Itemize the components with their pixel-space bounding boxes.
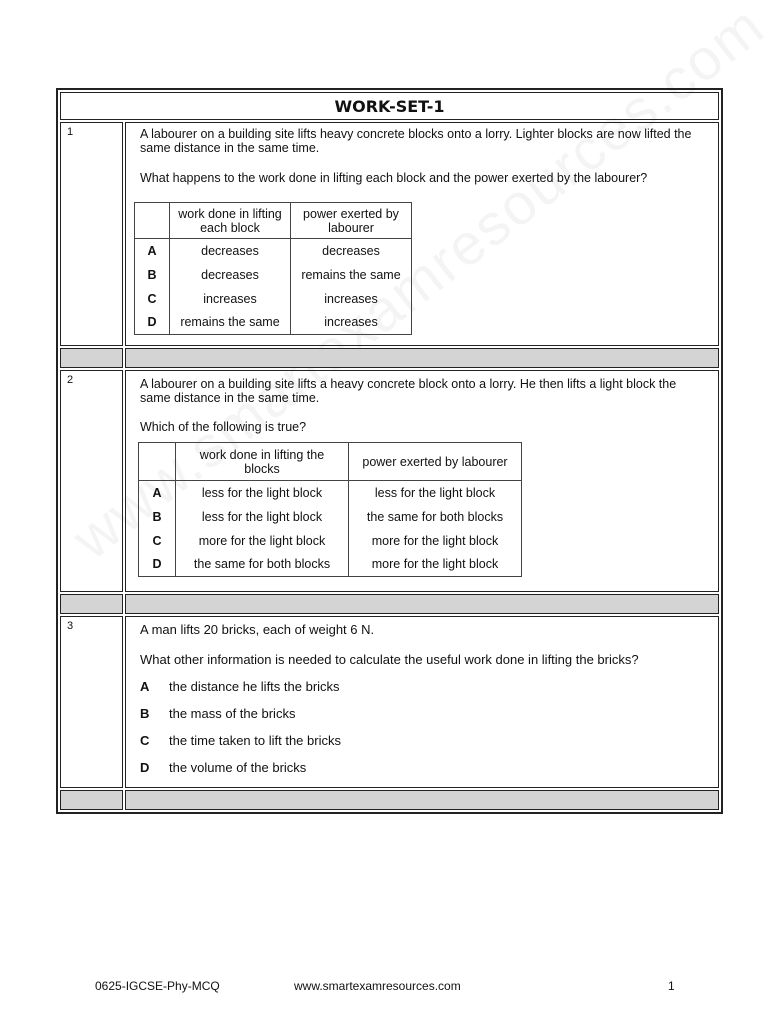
- table-cell: remains the same: [291, 263, 412, 287]
- option: [140, 679, 706, 694]
- question-3: [60, 616, 719, 788]
- option-text: the time taken to lift the bricks: [169, 733, 341, 748]
- separator-cell: [125, 594, 719, 614]
- question-text: A man lifts 20 bricks, each of weight 6 N.: [140, 622, 375, 637]
- column-header: power exerted by labourer: [349, 443, 522, 481]
- table-cell: more for the light block: [349, 529, 522, 553]
- column-header: work done in lifting each block: [170, 203, 291, 239]
- footer-code: 0625-IGCSE-Phy-MCQ: [95, 979, 220, 993]
- table-cell: the same for both blocks: [176, 553, 349, 577]
- option-letter: A: [139, 481, 176, 505]
- table-row: [139, 553, 522, 577]
- question-2: [60, 370, 719, 592]
- table-corner: [135, 203, 170, 239]
- table-cell: the same for both blocks: [349, 505, 522, 529]
- option-letter: A: [140, 679, 150, 694]
- separator-cell: [125, 790, 719, 810]
- column-header: work done in lifting the blocks: [176, 443, 349, 481]
- option-letter: D: [140, 760, 150, 775]
- option-text: the distance he lifts the bricks: [169, 679, 340, 694]
- question-number: 1: [60, 122, 123, 346]
- separator-cell: [60, 790, 123, 810]
- question-content: [125, 122, 719, 346]
- option-text: the mass of the bricks: [169, 706, 296, 721]
- option-letter: D: [139, 553, 176, 577]
- footer-website[interactable]: www.smartexamresources.com: [294, 979, 461, 993]
- question-number: 3: [60, 616, 123, 788]
- separator-row: [60, 594, 719, 614]
- table-cell: less for the light block: [176, 481, 349, 505]
- question-prompt: Which of the following is true?: [140, 420, 307, 434]
- table-row: [139, 481, 522, 505]
- separator-cell: [60, 594, 123, 614]
- option-letter: B: [135, 263, 170, 287]
- table-cell: less for the light block: [349, 481, 522, 505]
- option: [140, 706, 706, 721]
- table-corner: [139, 443, 176, 481]
- option-letter: C: [139, 529, 176, 553]
- table-cell: increases: [291, 311, 412, 335]
- table-cell: decreases: [170, 239, 291, 263]
- table-row: [135, 287, 412, 311]
- page-number: 1: [668, 979, 675, 993]
- question-1: [60, 122, 719, 346]
- table-cell: increases: [170, 287, 291, 311]
- separator-row: [60, 348, 719, 368]
- table-row: [135, 239, 412, 263]
- title-row: [60, 92, 719, 120]
- page-title: WORK-SET-1: [334, 96, 445, 116]
- option: [140, 733, 706, 748]
- option: [140, 760, 706, 775]
- separator-cell: [125, 348, 719, 368]
- options-table: [134, 202, 412, 335]
- column-header: power exerted by labourer: [291, 203, 412, 239]
- table-cell: decreases: [291, 239, 412, 263]
- options-table: [138, 442, 522, 577]
- table-cell: increases: [291, 287, 412, 311]
- table-row: [139, 529, 522, 553]
- table-row: [135, 263, 412, 287]
- question-content: [125, 616, 719, 788]
- table-cell: more for the light block: [176, 529, 349, 553]
- table-cell: decreases: [170, 263, 291, 287]
- question-content: [125, 370, 719, 592]
- table-cell: more for the light block: [349, 553, 522, 577]
- option-letter: C: [135, 287, 170, 311]
- option-letter: D: [135, 311, 170, 335]
- table-cell: remains the same: [170, 311, 291, 335]
- separator-row: [60, 790, 719, 810]
- option-letter: A: [135, 239, 170, 263]
- table-cell: less for the light block: [176, 505, 349, 529]
- question-prompt: What other information is needed to calculate the useful work done in lifting the bricks?: [140, 652, 639, 667]
- option-text: the volume of the bricks: [169, 760, 307, 775]
- separator-cell: [60, 348, 123, 368]
- question-prompt: What happens to the work done in lifting each block and the power exerted by the labourer?: [140, 171, 648, 185]
- question-text: A labourer on a building site lifts a heavy concrete block onto a lorry. He then lifts a light block the same distance in the same time.: [140, 377, 677, 405]
- option-letter: B: [139, 505, 176, 529]
- table-row: [135, 311, 412, 335]
- table-row: [139, 505, 522, 529]
- question-number: 2: [60, 370, 123, 592]
- option-letter: C: [140, 733, 150, 748]
- option-letter: B: [140, 706, 150, 721]
- question-text: A labourer on a building site lifts heavy concrete blocks onto a lorry. Lighter blocks are now lifted the same distance in the same time.: [140, 127, 692, 155]
- worksheet: [56, 88, 723, 814]
